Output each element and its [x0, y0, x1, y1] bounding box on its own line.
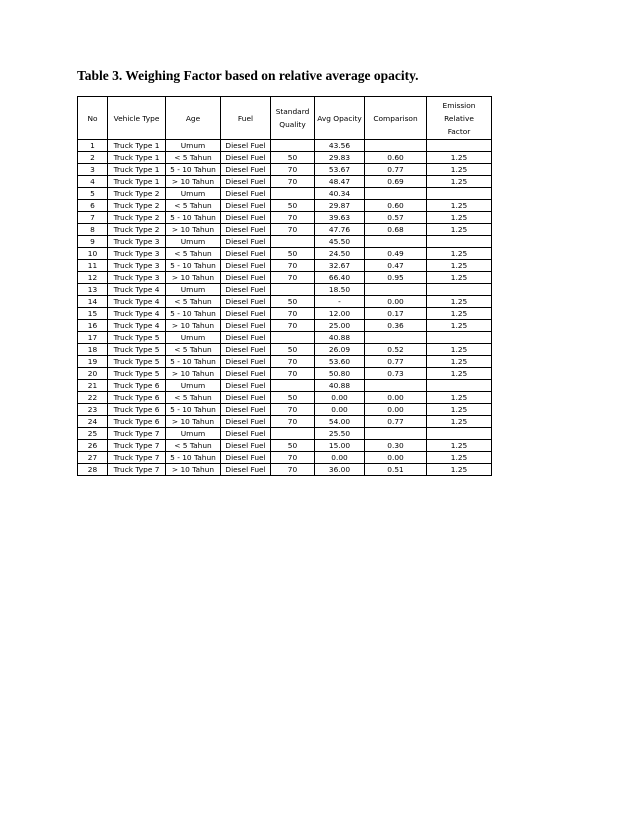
cell-emission-relative-factor: 1.25 [427, 308, 492, 320]
cell-emission-relative-factor: 1.25 [427, 440, 492, 452]
cell-no: 9 [78, 236, 108, 248]
cell-no: 21 [78, 380, 108, 392]
cell-no: 23 [78, 404, 108, 416]
cell-fuel: Diesel Fuel [221, 164, 271, 176]
cell-avg-opacity: 40.34 [315, 188, 365, 200]
cell-age: Umum [166, 332, 221, 344]
cell-vehicle-type: Truck Type 7 [108, 464, 166, 476]
cell-comparison [365, 284, 427, 296]
cell-vehicle-type: Truck Type 4 [108, 308, 166, 320]
cell-fuel: Diesel Fuel [221, 440, 271, 452]
cell-avg-opacity: 54.00 [315, 416, 365, 428]
cell-emission-relative-factor: 1.25 [427, 416, 492, 428]
cell-age: > 10 Tahun [166, 368, 221, 380]
cell-fuel: Diesel Fuel [221, 356, 271, 368]
cell-standard-quality: 70 [271, 308, 315, 320]
cell-avg-opacity: 25.00 [315, 320, 365, 332]
table-row [78, 356, 492, 368]
cell-emission-relative-factor: 1.25 [427, 368, 492, 380]
header-no: No [78, 97, 108, 140]
cell-standard-quality: 50 [271, 152, 315, 164]
cell-age: > 10 Tahun [166, 272, 221, 284]
cell-age: 5 - 10 Tahun [166, 308, 221, 320]
cell-no: 1 [78, 140, 108, 152]
cell-age: < 5 Tahun [166, 248, 221, 260]
cell-fuel: Diesel Fuel [221, 308, 271, 320]
cell-no: 20 [78, 368, 108, 380]
cell-no: 14 [78, 296, 108, 308]
cell-avg-opacity: 29.87 [315, 200, 365, 212]
cell-vehicle-type: Truck Type 5 [108, 344, 166, 356]
cell-vehicle-type: Truck Type 1 [108, 140, 166, 152]
cell-standard-quality: 70 [271, 260, 315, 272]
cell-no: 6 [78, 200, 108, 212]
cell-vehicle-type: Truck Type 5 [108, 332, 166, 344]
cell-no: 28 [78, 464, 108, 476]
cell-avg-opacity: 0.00 [315, 452, 365, 464]
cell-standard-quality: 50 [271, 440, 315, 452]
cell-standard-quality: 70 [271, 272, 315, 284]
cell-fuel: Diesel Fuel [221, 152, 271, 164]
table-row [78, 212, 492, 224]
cell-standard-quality: 70 [271, 320, 315, 332]
cell-comparison: 0.00 [365, 392, 427, 404]
cell-comparison [365, 236, 427, 248]
cell-no: 16 [78, 320, 108, 332]
table-row [78, 248, 492, 260]
cell-emission-relative-factor: 1.25 [427, 452, 492, 464]
table-row [78, 404, 492, 416]
cell-comparison: 0.49 [365, 248, 427, 260]
cell-emission-relative-factor [427, 140, 492, 152]
cell-fuel: Diesel Fuel [221, 236, 271, 248]
table-row [78, 452, 492, 464]
table-row [78, 428, 492, 440]
cell-no: 25 [78, 428, 108, 440]
cell-fuel: Diesel Fuel [221, 212, 271, 224]
table-row [78, 272, 492, 284]
cell-age: < 5 Tahun [166, 440, 221, 452]
cell-fuel: Diesel Fuel [221, 176, 271, 188]
cell-no: 8 [78, 224, 108, 236]
cell-emission-relative-factor: 1.25 [427, 212, 492, 224]
cell-vehicle-type: Truck Type 1 [108, 176, 166, 188]
cell-comparison: 0.00 [365, 296, 427, 308]
cell-standard-quality: 70 [271, 212, 315, 224]
cell-standard-quality: 50 [271, 248, 315, 260]
cell-avg-opacity: 0.00 [315, 392, 365, 404]
header-standard-quality: Standard Quality [271, 97, 315, 140]
cell-comparison: 0.73 [365, 368, 427, 380]
table-row [78, 392, 492, 404]
table-row [78, 320, 492, 332]
cell-standard-quality: 70 [271, 176, 315, 188]
header-age: Age [166, 97, 221, 140]
table-row [78, 224, 492, 236]
cell-avg-opacity: 18.50 [315, 284, 365, 296]
cell-avg-opacity: 0.00 [315, 404, 365, 416]
cell-no: 5 [78, 188, 108, 200]
cell-no: 18 [78, 344, 108, 356]
cell-vehicle-type: Truck Type 4 [108, 296, 166, 308]
cell-no: 10 [78, 248, 108, 260]
cell-age: < 5 Tahun [166, 152, 221, 164]
cell-no: 3 [78, 164, 108, 176]
cell-comparison: 0.51 [365, 464, 427, 476]
cell-avg-opacity: 25.50 [315, 428, 365, 440]
cell-vehicle-type: Truck Type 3 [108, 272, 166, 284]
table-row [78, 416, 492, 428]
cell-comparison: 0.30 [365, 440, 427, 452]
cell-emission-relative-factor: 1.25 [427, 164, 492, 176]
cell-age: > 10 Tahun [166, 176, 221, 188]
weighing-factor-table [77, 96, 492, 476]
cell-vehicle-type: Truck Type 4 [108, 284, 166, 296]
cell-emission-relative-factor: 1.25 [427, 344, 492, 356]
cell-no: 24 [78, 416, 108, 428]
header-avg-opacity: Avg Opacity [315, 97, 365, 140]
cell-avg-opacity: 40.88 [315, 380, 365, 392]
header-comparison: Comparison [365, 97, 427, 140]
cell-avg-opacity: 24.50 [315, 248, 365, 260]
cell-comparison: 0.77 [365, 356, 427, 368]
cell-age: 5 - 10 Tahun [166, 164, 221, 176]
cell-age: Umum [166, 140, 221, 152]
cell-comparison: 0.69 [365, 176, 427, 188]
cell-no: 12 [78, 272, 108, 284]
cell-fuel: Diesel Fuel [221, 392, 271, 404]
cell-emission-relative-factor: 1.25 [427, 176, 492, 188]
cell-standard-quality: 70 [271, 416, 315, 428]
cell-no: 13 [78, 284, 108, 296]
cell-emission-relative-factor: 1.25 [427, 152, 492, 164]
cell-age: < 5 Tahun [166, 200, 221, 212]
table-row [78, 296, 492, 308]
cell-vehicle-type: Truck Type 3 [108, 260, 166, 272]
table-row [78, 152, 492, 164]
cell-comparison: 0.36 [365, 320, 427, 332]
cell-avg-opacity: 53.67 [315, 164, 365, 176]
cell-avg-opacity: 36.00 [315, 464, 365, 476]
cell-fuel: Diesel Fuel [221, 320, 271, 332]
table-row [78, 368, 492, 380]
cell-emission-relative-factor: 1.25 [427, 200, 492, 212]
cell-standard-quality: 70 [271, 452, 315, 464]
cell-age: Umum [166, 284, 221, 296]
cell-avg-opacity: 32.67 [315, 260, 365, 272]
cell-vehicle-type: Truck Type 6 [108, 380, 166, 392]
cell-emission-relative-factor: 1.25 [427, 296, 492, 308]
cell-avg-opacity: 39.63 [315, 212, 365, 224]
cell-age: < 5 Tahun [166, 296, 221, 308]
table-row [78, 200, 492, 212]
table-body [78, 140, 492, 476]
cell-standard-quality: 70 [271, 368, 315, 380]
cell-age: 5 - 10 Tahun [166, 404, 221, 416]
cell-comparison: 0.95 [365, 272, 427, 284]
cell-standard-quality [271, 428, 315, 440]
cell-emission-relative-factor: 1.25 [427, 248, 492, 260]
cell-vehicle-type: Truck Type 1 [108, 164, 166, 176]
cell-age: Umum [166, 380, 221, 392]
cell-vehicle-type: Truck Type 5 [108, 368, 166, 380]
cell-no: 27 [78, 452, 108, 464]
table-row [78, 344, 492, 356]
cell-age: 5 - 10 Tahun [166, 260, 221, 272]
cell-age: Umum [166, 236, 221, 248]
table-row [78, 308, 492, 320]
cell-standard-quality: 50 [271, 392, 315, 404]
cell-emission-relative-factor: 1.25 [427, 320, 492, 332]
cell-avg-opacity: 45.50 [315, 236, 365, 248]
cell-age: < 5 Tahun [166, 392, 221, 404]
cell-standard-quality: 70 [271, 164, 315, 176]
cell-avg-opacity: 66.40 [315, 272, 365, 284]
cell-fuel: Diesel Fuel [221, 284, 271, 296]
cell-fuel: Diesel Fuel [221, 224, 271, 236]
cell-standard-quality [271, 140, 315, 152]
cell-vehicle-type: Truck Type 4 [108, 320, 166, 332]
cell-standard-quality [271, 284, 315, 296]
cell-standard-quality [271, 236, 315, 248]
cell-comparison [365, 332, 427, 344]
cell-standard-quality: 70 [271, 464, 315, 476]
cell-emission-relative-factor: 1.25 [427, 392, 492, 404]
cell-age: Umum [166, 428, 221, 440]
cell-vehicle-type: Truck Type 2 [108, 212, 166, 224]
cell-no: 22 [78, 392, 108, 404]
cell-vehicle-type: Truck Type 1 [108, 152, 166, 164]
cell-fuel: Diesel Fuel [221, 464, 271, 476]
cell-age: 5 - 10 Tahun [166, 356, 221, 368]
cell-vehicle-type: Truck Type 3 [108, 248, 166, 260]
header-fuel: Fuel [221, 97, 271, 140]
table-row [78, 164, 492, 176]
cell-avg-opacity: 15.00 [315, 440, 365, 452]
cell-avg-opacity: 29.83 [315, 152, 365, 164]
cell-comparison: 0.47 [365, 260, 427, 272]
cell-age: > 10 Tahun [166, 224, 221, 236]
cell-avg-opacity: 47.76 [315, 224, 365, 236]
cell-comparison [365, 380, 427, 392]
cell-fuel: Diesel Fuel [221, 428, 271, 440]
cell-age: > 10 Tahun [166, 416, 221, 428]
cell-fuel: Diesel Fuel [221, 332, 271, 344]
cell-no: 15 [78, 308, 108, 320]
cell-standard-quality: 50 [271, 296, 315, 308]
cell-standard-quality [271, 332, 315, 344]
cell-no: 26 [78, 440, 108, 452]
cell-comparison: 0.52 [365, 344, 427, 356]
cell-vehicle-type: Truck Type 6 [108, 416, 166, 428]
cell-fuel: Diesel Fuel [221, 188, 271, 200]
cell-vehicle-type: Truck Type 2 [108, 200, 166, 212]
cell-emission-relative-factor: 1.25 [427, 404, 492, 416]
cell-comparison [365, 140, 427, 152]
cell-avg-opacity: 26.09 [315, 344, 365, 356]
cell-emission-relative-factor: 1.25 [427, 356, 492, 368]
table-row [78, 332, 492, 344]
cell-comparison: 0.17 [365, 308, 427, 320]
cell-emission-relative-factor: 1.25 [427, 224, 492, 236]
cell-age: Umum [166, 188, 221, 200]
cell-age: > 10 Tahun [166, 320, 221, 332]
table-caption: Table 3. Weighing Factor based on relative average opacity. [77, 68, 419, 83]
cell-no: 2 [78, 152, 108, 164]
cell-standard-quality: 50 [271, 200, 315, 212]
cell-comparison: 0.77 [365, 416, 427, 428]
cell-avg-opacity: - [315, 296, 365, 308]
cell-standard-quality: 70 [271, 404, 315, 416]
cell-age: > 10 Tahun [166, 464, 221, 476]
cell-age: < 5 Tahun [166, 344, 221, 356]
cell-emission-relative-factor [427, 284, 492, 296]
cell-vehicle-type: Truck Type 2 [108, 188, 166, 200]
cell-fuel: Diesel Fuel [221, 140, 271, 152]
cell-emission-relative-factor [427, 380, 492, 392]
cell-vehicle-type: Truck Type 6 [108, 392, 166, 404]
cell-no: 11 [78, 260, 108, 272]
cell-emission-relative-factor: 1.25 [427, 464, 492, 476]
table-row [78, 140, 492, 152]
cell-avg-opacity: 43.56 [315, 140, 365, 152]
cell-standard-quality [271, 380, 315, 392]
table-row [78, 188, 492, 200]
cell-fuel: Diesel Fuel [221, 380, 271, 392]
cell-fuel: Diesel Fuel [221, 248, 271, 260]
cell-emission-relative-factor [427, 428, 492, 440]
cell-comparison [365, 428, 427, 440]
cell-standard-quality: 70 [271, 356, 315, 368]
cell-vehicle-type: Truck Type 3 [108, 236, 166, 248]
table-row [78, 236, 492, 248]
cell-vehicle-type: Truck Type 7 [108, 428, 166, 440]
cell-standard-quality: 50 [271, 344, 315, 356]
cell-fuel: Diesel Fuel [221, 416, 271, 428]
table-row [78, 176, 492, 188]
table-row [78, 260, 492, 272]
cell-age: 5 - 10 Tahun [166, 452, 221, 464]
cell-comparison: 0.68 [365, 224, 427, 236]
cell-vehicle-type: Truck Type 2 [108, 224, 166, 236]
cell-fuel: Diesel Fuel [221, 344, 271, 356]
cell-standard-quality: 70 [271, 224, 315, 236]
cell-no: 17 [78, 332, 108, 344]
table-row [78, 440, 492, 452]
cell-avg-opacity: 48.47 [315, 176, 365, 188]
cell-comparison [365, 188, 427, 200]
header-vehicle-type: Vehicle Type [108, 97, 166, 140]
cell-emission-relative-factor: 1.25 [427, 260, 492, 272]
table-row [78, 284, 492, 296]
cell-comparison: 0.00 [365, 452, 427, 464]
cell-emission-relative-factor [427, 332, 492, 344]
cell-emission-relative-factor: 1.25 [427, 272, 492, 284]
cell-vehicle-type: Truck Type 7 [108, 452, 166, 464]
cell-emission-relative-factor [427, 188, 492, 200]
cell-fuel: Diesel Fuel [221, 296, 271, 308]
cell-fuel: Diesel Fuel [221, 200, 271, 212]
cell-avg-opacity: 53.60 [315, 356, 365, 368]
cell-comparison: 0.60 [365, 200, 427, 212]
cell-vehicle-type: Truck Type 5 [108, 356, 166, 368]
cell-vehicle-type: Truck Type 7 [108, 440, 166, 452]
cell-comparison: 0.57 [365, 212, 427, 224]
cell-avg-opacity: 12.00 [315, 308, 365, 320]
header-emission-relative-factor: Emission Relative Factor [427, 97, 492, 140]
cell-comparison: 0.77 [365, 164, 427, 176]
cell-avg-opacity: 40.88 [315, 332, 365, 344]
cell-fuel: Diesel Fuel [221, 272, 271, 284]
cell-standard-quality [271, 188, 315, 200]
cell-emission-relative-factor [427, 236, 492, 248]
cell-comparison: 0.00 [365, 404, 427, 416]
cell-no: 19 [78, 356, 108, 368]
cell-comparison: 0.60 [365, 152, 427, 164]
cell-fuel: Diesel Fuel [221, 404, 271, 416]
cell-avg-opacity: 50.80 [315, 368, 365, 380]
cell-age: 5 - 10 Tahun [166, 212, 221, 224]
cell-no: 7 [78, 212, 108, 224]
cell-fuel: Diesel Fuel [221, 368, 271, 380]
cell-vehicle-type: Truck Type 6 [108, 404, 166, 416]
cell-fuel: Diesel Fuel [221, 260, 271, 272]
table-row [78, 380, 492, 392]
cell-no: 4 [78, 176, 108, 188]
cell-fuel: Diesel Fuel [221, 452, 271, 464]
header-row [78, 97, 492, 140]
table-row [78, 464, 492, 476]
